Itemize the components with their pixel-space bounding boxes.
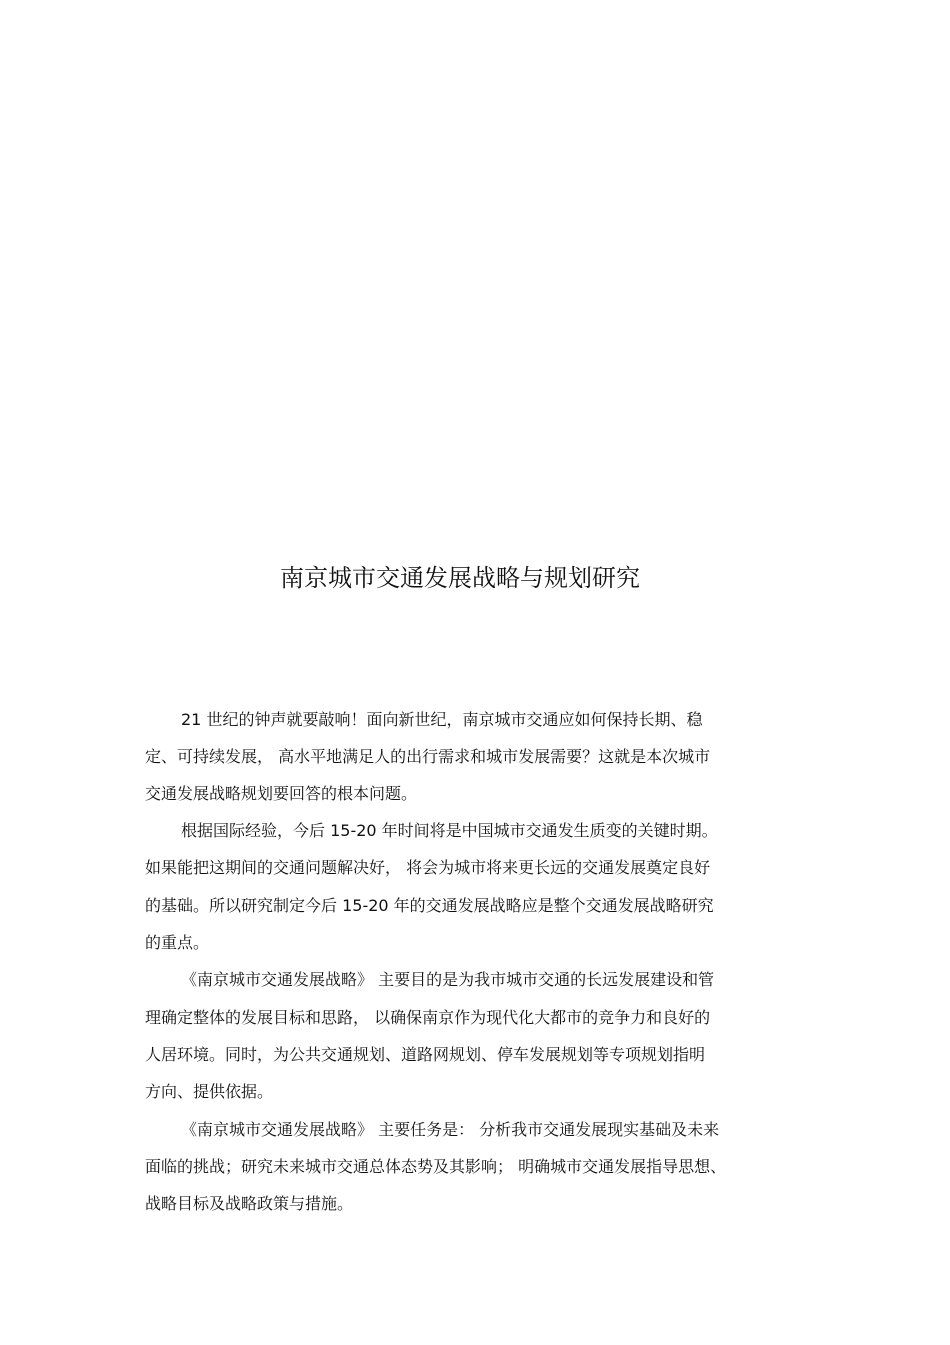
document-title: 南京城市交通发展战略与规划研究	[280, 564, 640, 592]
paragraph-1-line-2: 定、可持续发展， 高水平地满足人的出行需求和城市发展需要？这就是本次城市	[145, 747, 711, 766]
paragraph-4-line-1: 《南京城市交通发展战略》 主要任务是： 分析我市交通发展现实基础及未来	[181, 1120, 720, 1139]
paragraph-1-line-3: 交通发展战略规划要回答的根本问题。	[145, 784, 418, 803]
paragraph-1-line-1: 21 世纪的钟声就要敲响！面向新世纪，南京城市交通应如何保持长期、稳	[181, 710, 703, 729]
paragraph-3-line-2: 理确定整体的发展目标和思路， 以确保南京作为现代化大都市的竞争力和良好的	[145, 1008, 711, 1027]
paragraph-3-line-1: 《南京城市交通发展战略》 主要目的是为我市城市交通的长远发展建设和管	[181, 970, 715, 989]
paragraph-3-line-4: 方向、提供依据。	[145, 1082, 274, 1101]
paragraph-4-line-2: 面临的挑战；研究未来城市交通总体态势及其影响； 明确城市交通发展指导思想、	[145, 1157, 727, 1176]
paragraph-3-line-3: 人居环境。同时，为公共交通规划、道路网规划、停车发展规划等专项规划指明	[145, 1045, 706, 1064]
paragraph-2-line-4: 的重点。	[145, 933, 210, 952]
paragraph-4-line-3: 战略目标及战略政策与措施。	[145, 1194, 354, 1213]
paragraph-2-line-2: 如果能把这期间的交通问题解决好， 将会为城市将来更长远的交通发展奠定良好	[145, 858, 711, 877]
paragraph-2-line-3: 的基础。所以研究制定今后 15-20 年的交通发展战略应是整个交通发展战略研究	[145, 896, 714, 915]
paragraph-2-line-1: 根据国际经验，今后 15-20 年时间将是中国城市交通发生质变的关键时期。	[181, 821, 718, 840]
